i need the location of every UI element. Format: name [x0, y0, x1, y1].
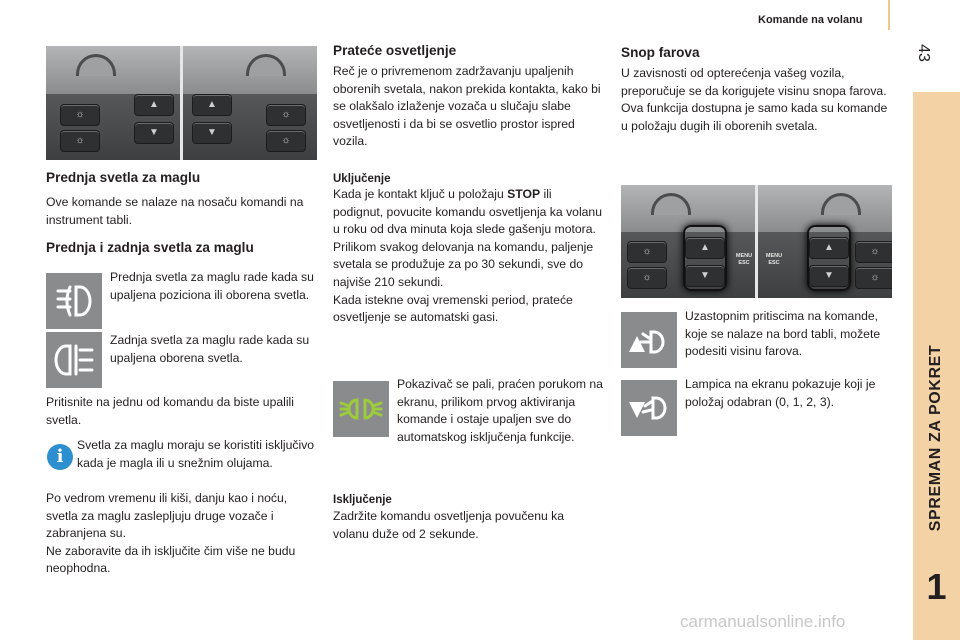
- headlamp-heading: Snop farova: [621, 45, 700, 60]
- fog-note-text: Svetla za maglu moraju se koristiti isključivo kada je magla ili u snežnim olujama.: [77, 438, 315, 470]
- stop-position-label: STOP: [507, 187, 541, 201]
- rear-fog-light-icon: [46, 332, 102, 388]
- fog-press-text: Pritisnite na jednu od komandu da biste upalili svetla.: [46, 395, 294, 427]
- headlamp-down-text: Lampica na ekranu pokazuje koji je položaj odabran (0, 1, 2, 3).: [685, 377, 876, 409]
- header-rule: [888, 0, 890, 30]
- follow-me-heading: Prateće osvetljenje: [333, 43, 457, 58]
- fog-front-text: Ove komande se nalaze na nosaču komandi na instrument tabli.: [46, 195, 304, 227]
- info-icon: i: [47, 444, 73, 470]
- running-header: Komande na volanu: [758, 14, 863, 26]
- fog-both-heading: Prednja i zadnja svetla za maglu: [46, 240, 254, 255]
- headlamp-controls-photo: [621, 185, 892, 298]
- headlamp-up-text: Uzastopnim pritiscima na komande, koje se nalaze na bord tabli, možete podesiti visinu farova.: [685, 309, 881, 359]
- switch-off-heading: Isključenje: [333, 494, 392, 506]
- photo-button: ☼: [60, 104, 100, 126]
- indicator-text: Pokazivač se pali, praćen porukom na ekranu, prilikom prvog aktiviranja komande i ostaje upaljen sve do automatskog isključenja funkcije.: [397, 377, 603, 444]
- photo-menu-label: [761, 253, 787, 267]
- photo-button: ▼: [192, 122, 232, 144]
- fog-light-controls-photo: [46, 46, 317, 160]
- fog-front-heading: Prednja svetla za maglu: [46, 170, 201, 185]
- photo-button: ▲: [192, 94, 232, 116]
- switch-on-text-part1: Kada je kontakt ključ u položaju: [333, 187, 508, 201]
- switch-on-heading: Uključenje: [333, 173, 391, 185]
- photo-button: ☼: [60, 130, 100, 152]
- photo-button: ▼: [134, 122, 174, 144]
- photo-menu-label: [731, 253, 757, 267]
- photo-button: ☼: [266, 104, 306, 126]
- page-number: 43: [915, 44, 932, 62]
- photo-button: ▲: [685, 237, 725, 259]
- headlamp-beam-up-icon: [621, 312, 677, 368]
- switch-on-text-part2: ili podignut, povucite komandu osvetljenja ka volanu u roku od dva minuta koja slede gašenju motora. Prilikom svakog delovanja na komandu, paljenje svetala se produžuje za po 30 sekundi, sve do najviše 210 sekundi. Kada istekne ovaj vremenski period, prateće osvetljenje se automatski gasi.: [333, 187, 602, 325]
- fog-note-extra: Po vedrom vremenu ili kiši, danju kao i noću, svetla za maglu zaslepljuju druge vozače i zabranjena su. Ne zaboravite da ih isključite čim više ne budu neophodna.: [46, 491, 296, 576]
- photo-button: ☼: [627, 267, 667, 289]
- photo-button: ▲: [809, 237, 849, 259]
- photo-button: ▼: [809, 265, 849, 287]
- photo-button: ☼: [855, 267, 892, 289]
- rear-fog-text: Zadnja svetla za maglu rade kada su upaljena oborena svetla.: [110, 333, 310, 365]
- photo-menu-label-text: MENU: [765, 253, 783, 259]
- headlamp-intro: U zavisnosti od opterećenja vašeg vozila, preporučuje se da korigujete visinu snopa farova. Ova funkcija dostupna je samo kada su komande u položaju dugih ili oborenih svetala.: [621, 66, 888, 133]
- photo-divider: [180, 46, 183, 160]
- rear-fog-tile: [46, 332, 102, 388]
- headlamp-up-tile: [621, 312, 677, 368]
- photo-divider: [755, 185, 758, 298]
- photo-esc-label-text: ESC: [768, 260, 780, 266]
- photo-esc-label-text: ESC: [738, 260, 750, 266]
- headlamp-down-tile: [621, 380, 677, 436]
- follow-me-indicator-tile: [333, 381, 389, 437]
- headlamp-beam-down-icon: [621, 380, 677, 436]
- follow-me-indicator-icon: [333, 381, 389, 437]
- follow-me-intro: Reč je o privremenom zadržavanju upaljenih oborenih svetala, nakon prekida kontakta, kako bi se olakšalo izlaženje vozača u slučaju slabe osvetljenosti i da bi se osvetlio prostor ispred vozila.: [333, 64, 601, 149]
- watermark: carmanualsonline.info: [680, 612, 846, 631]
- front-fog-light-icon: [46, 273, 102, 329]
- switch-on-text: [333, 186, 605, 327]
- front-fog-tile: [46, 273, 102, 329]
- photo-button: ☼: [266, 130, 306, 152]
- chapter-number: 1: [926, 566, 947, 607]
- switch-off-text: Zadržite komandu osvetljenja povučenu ka volanu duže od 2 sekunde.: [333, 509, 565, 541]
- front-fog-text: Prednja svetla za maglu rade kada su upaljena poziciona ili oborena svetla.: [110, 270, 314, 302]
- chapter-title: SPREMAN ZA POKRET: [927, 344, 944, 532]
- photo-button: ▼: [685, 265, 725, 287]
- photo-menu-label-text: MENU: [735, 253, 753, 259]
- photo-button: ▲: [134, 94, 174, 116]
- photo-button: ☼: [627, 241, 667, 263]
- photo-button: ☼: [855, 241, 892, 263]
